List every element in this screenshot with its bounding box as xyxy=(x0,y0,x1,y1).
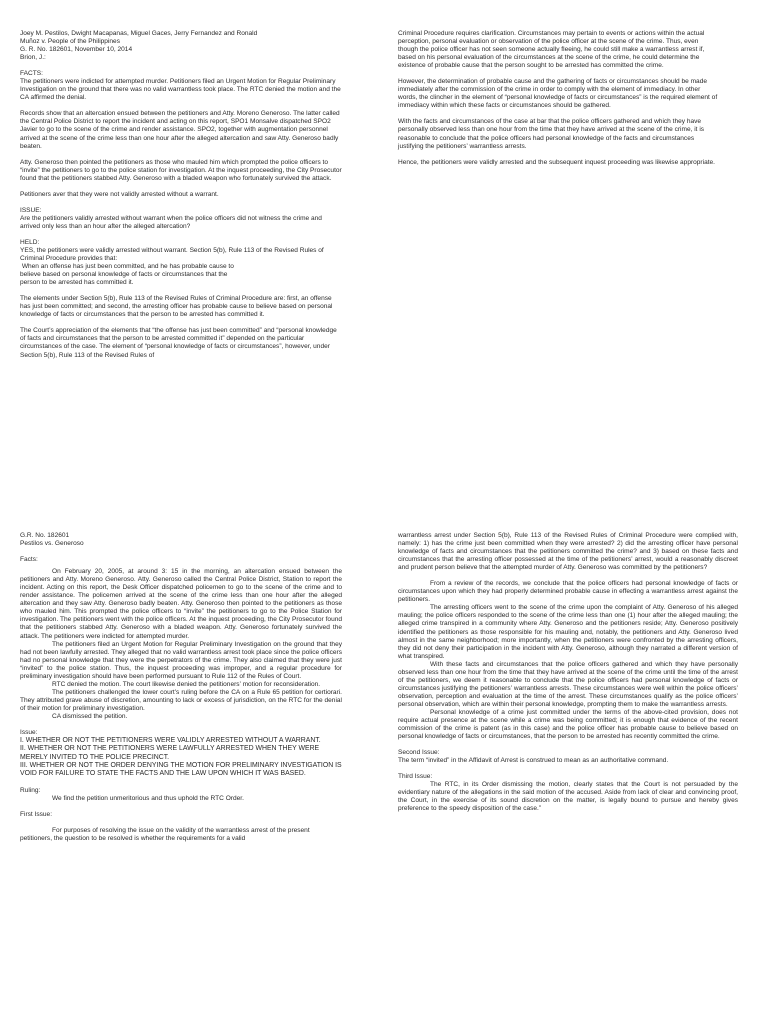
paragraph: The term “invited” in the Affidavit of Arrest is construed to mean as an authoritative command. xyxy=(398,757,669,765)
paragraph: Atty. Generoso then pointed the petitioners as those who mauled him which prompted the police officers to “invite” the petitioners to go to the police station for investigation. At the inquest proceeding, the City Prosecutor found that the petitioners stabbed Atty. Generoso with a bladed weapon who fortunately survived the attack. xyxy=(20,158,344,182)
paragraph: The RTC, in its Order dismissing the motion, clearly states that the Court is not persuaded by the evidentiary nature of the allegations in the said motion of the accused. Aside from lack of clear and convincing proof, the Court, in the exercise of its sound discretion on the matter, is legally bound to pursue and hereby gives preference to the speedy disposition of the case.” xyxy=(398,781,740,813)
paragraph: For purposes of resolving the issue on the validity of the warrantless arrest of the present petitioners, the question to be resolved is whether the requirements for a valid xyxy=(20,826,312,842)
paragraph: CA dismissed the petition. xyxy=(52,712,128,720)
paragraph: YES, the petitioners were validly arrested without warrant. Section 5(b), Rule 113 of the Revised Rules of Criminal Procedure provides that: xyxy=(20,246,326,263)
page-1-right-column xyxy=(398,30,720,175)
paragraph: Brion, J.: xyxy=(20,54,46,62)
paragraph: III. WHETHER OR NOT THE ORDER DENYING THE MOTION FOR PRELIMINARY INVESTIGATION IS VOID FOR FAILURE TO STATE THE FACTS AND THE LAW UPON WHICH IT WAS BASED. xyxy=(20,761,344,778)
paragraph: With the facts and circumstances of the case at bar that the police officers gathered and which they have personally observed less than one hour from the time that they have arrived at the scene of the crime, it is reasonable to conclude that the police officers had personal knowledge of the facts and circumstances justifying the petitioners’ warrantless arrests. xyxy=(398,118,706,150)
page-2-right-column xyxy=(398,532,738,814)
paragraph: Issue: xyxy=(20,729,38,737)
paragraph: The Court’s appreciation of the elements that “the offense has just been committed” and “personal knowledge of facts and circumstances that the person to be arrested committed it” depended on the particular circumstances of the case. The element of “personal knowledge of facts or circumstances”, however, under Section 5(b), Rule 113 of the Revised Rules of xyxy=(20,327,339,359)
paragraph: Petitioners aver that they were not validly arrested without a warrant. xyxy=(20,190,219,198)
paragraph: Pestilos vs. Generoso xyxy=(20,540,84,548)
paragraph: warrantless arrest under Section 5(b), Rule 113 of the Revised Rules of Criminal Procedure were complied with, namely: 1) has the crime just been committed when they were arrested? 2) did the arresting officer have personal knowledge of facts and circumstances that the petitioners committed the crime? and 3) based on these facts and circumstances that the arresting officer possessed at the time of the petitioners’ arrest, would a reasonably discreet and prudent person believe that the attempted murder of Atty. Generoso was committed by the petitioners? xyxy=(398,532,740,572)
page-2 xyxy=(0,512,768,1024)
paragraph: Joey M. Pestilos, Dwight Macapanas, Miguel Gaces, Jerry Fernandez and Ronald xyxy=(20,30,258,37)
paragraph: Personal knowledge of a crime just committed under the terms of the above-cited provision, does not require actual presence at the scene while a crime was being committed; it is enough that evidence of the recent commission of the crime is patent (as in this case) and the police officer has probable cause to believe based on personal knowledge of facts or circumstances, that the person to be arrested has recently committed the crime. xyxy=(398,708,740,741)
paragraph: The arresting officers went to the scene of the crime upon the complaint of Atty. Generoso of his alleged mauling; the police officers responded to the scene of the crime less than one (1) hour after the alleged mauling; the alleged crime transpired in a community where Atty. Generoso and the petitioners reside; Atty. Generoso positively identified the petitioners as those responsible for his mauling and, notably, the petitioners and Atty. Generoso lived almost in the same neighborhood; more importantly, when the petitioners were confronted by the arresting officers, they did not deny their participation in the incident with Atty. Generoso, although they narrated a different version of what transpired. xyxy=(398,604,740,660)
paragraph: Criminal Procedure requires clarification. Circumstances may pertain to events or actions within the actual perception, personal evaluation or observation of the police officer at the scene of the crime. Thus, even though the police officer has not seen someone actually fleeing, he could still make a warrantless arrest if, based on his personal evaluation of the circumstances at the scene of the crime, he could determine the existence of probable cause that the person sought to be arrested has committed the crime. xyxy=(398,30,707,70)
paragraph: The elements under Section 5(b), Rule 113 of the Revised Rules of Criminal Procedure are: first, an offense has just been committed; and second, the arresting officer has probable cause to believe based on personal knowledge of facts or circumstances that the person to be arrested has committed it. xyxy=(20,295,335,319)
page-2-left-column xyxy=(20,532,342,843)
paragraph: HELD: xyxy=(20,238,40,246)
paragraph: Facts: xyxy=(20,556,38,564)
paragraph: From a review of the records, we conclude that the police officers had personal knowledge of facts or circumstances upon which they had properly determined probable cause in effecting a warrantless arrest against the petitioners. xyxy=(398,580,740,604)
paragraph: We find the petition unmeritorious and thus uphold the RTC Order. xyxy=(52,794,244,802)
paragraph: First Issue: xyxy=(20,810,53,818)
paragraph: RTC denied the motion. The court likewise denied the petitioners’ motion for reconsideration. xyxy=(52,680,321,688)
paragraph: Second Issue: xyxy=(398,749,440,757)
paragraph: Are the petitioners validly arrested without warrant when the police officers did not witness the crime and arrived only less than an hour after the alleged altercation? xyxy=(20,214,324,230)
paragraph: Hence, the petitioners were validly arrested and the subsequent inquest proceeding was likewise appropriate. xyxy=(398,158,715,166)
page-1-left-column xyxy=(20,30,342,360)
paragraph: When an offense has just been committed, and he has probable cause to believe based on personal knowledge of facts or circumstances that the person to be arrested has committed it. xyxy=(20,263,234,287)
paragraph: I. WHETHER OR NOT THE PETITIONERS WERE VALIDLY ARRESTED WITHOUT A WARRANT. xyxy=(20,737,321,745)
paragraph: ISSUE: xyxy=(20,206,42,214)
paragraph: On February 20, 2005, at around 3: 15 in the morning, an altercation ensued between the petitioners and Atty. Moreno Generoso. Atty. Generoso called the Central Police District, Station to report the incident. Acting on this report, the Desk Officer dispatched policemen to go to the scene of the crime and to render assistance. The policemen arrived at the scene of the crime less than one hour after the alleged altercation and they saw Atty. Generoso badly beaten. Atty. Generoso then pointed to the petitioners as those who mauled him. This prompted the police officers to “invite” the petitioners to go to the Police Station for investigation. The petitioners went with the police officers. At the inquest proceeding, the City Prosecutor found that the petitioners stabbed Atty. Generoso with a bladed weapon. Atty. Generoso fortunately survived the attack. The petitioners were indicted for attempted murder. xyxy=(20,568,344,640)
paragraph: With these facts and circumstances that the police officers gathered and which they have personally observed less than one hour from the time that they have arrived at the scene of the crime until the time of the arrest of the petitioners, we deem it reasonable to conclude that the police officers had personal knowledge of facts or circumstances justifying the petitioners’ warrantless arrests. These circumstances were well within the police officers’ observation, perception and evaluation at the time of the arrest. These circumstances qualify as the police officers’ personal observation, which are within their personal knowledge, prompting them to make the warrantless arrests. xyxy=(398,660,740,708)
paragraph: However, the determination of probable cause and the gathering of facts or circumstances should be made immediately after the commission of the crime in order to comply with the element of immediacy. In other words, the clincher in the element of “personal knowledge of facts or circumstances” is the required element of immediacy within which these facts or circumstances should be gathered. xyxy=(398,78,719,110)
paragraph: II. WHETHER OR NOT THE PETITIONERS WERE LAWFULLY ARRESTED WHEN THEY WERE MERELY INVITED TO THE POLICE PRECINCT. xyxy=(20,745,322,761)
paragraph: Third Issue: xyxy=(398,773,433,781)
paragraph: G.R. No. 182601 xyxy=(20,532,70,539)
paragraph: The petitioners filed an Urgent Motion for Regular Preliminary Investigation on the ground that they had not been lawfully arrested. They alleged that no valid warrantless arrest took place since the police officers had no personal knowledge that they were the perpetrators of the crime. They also claimed that they were just “invited” to the police station. Thus, the inquest proceeding was improper, and a regular procedure for preliminary investigation should have been performed pursuant to Rule 112 of the Rules of Court. xyxy=(20,640,344,680)
paragraph: Ruling: xyxy=(20,786,41,794)
paragraph: The petitioners challenged the lower court’s ruling before the CA on a Rule 65 petition for certiorari. They attributed grave abuse of discretion, amounting to lack or excess of jurisdiction, on the RTC for the denial of their motion for preliminary investigation. xyxy=(20,688,344,712)
paragraph: The petitioners were indicted for attempted murder. Petitioners filed an Urgent Motion for Regular Preliminary Investigation on the ground that there was no valid warrantless took place. The RTC denied the motion and the CA affirmed the denial. xyxy=(20,78,343,102)
paragraph: FACTS: xyxy=(20,70,43,78)
paragraph: Muñoz v. People of the Philippines xyxy=(20,38,120,46)
paragraph: G. R. No. 182601, November 10, 2014 xyxy=(20,46,133,54)
paragraph: Records show that an altercation ensued between the petitioners and Atty. Moreno Generoso. The latter called the Central Police District to report the incident and acting on this report, SPO1 Monsalve dispatched SPO2 Javier to go to the scene of the crime and render assistance. SPO2, together with augmentation personnel arrived at the scene of the crime less than one hour after the alleged altercation and saw Atty. Generoso badly beaten. xyxy=(20,110,342,150)
